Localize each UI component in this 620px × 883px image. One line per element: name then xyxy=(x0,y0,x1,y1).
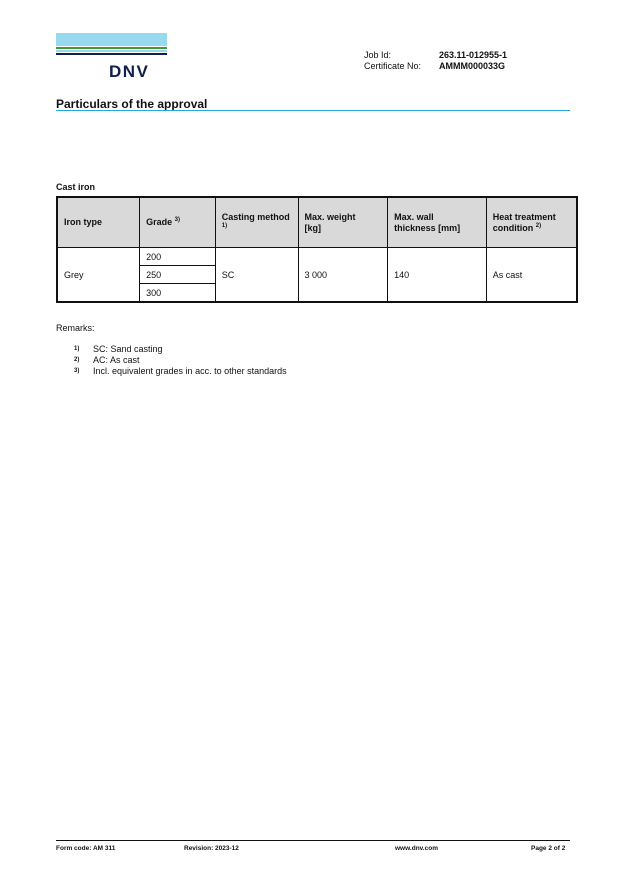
form-code: Form code: AM 311 xyxy=(56,845,116,852)
cell-heat-treatment: As cast xyxy=(486,248,577,303)
header-max-weight: Max. weight [kg] xyxy=(298,197,388,248)
cell-max-weight: 3 000 xyxy=(298,248,388,303)
logo-text: DNV xyxy=(109,62,150,81)
cell-casting-method: SC xyxy=(215,248,298,303)
document-meta xyxy=(364,50,507,72)
remarks-list xyxy=(74,344,287,377)
list-item xyxy=(74,355,287,366)
website-link[interactable]: www.dnv.com xyxy=(395,845,438,852)
certificate-label: Certificate No: xyxy=(364,61,422,71)
remarks-label: Remarks: xyxy=(56,323,95,333)
certificate-row xyxy=(364,61,507,72)
footer-divider xyxy=(56,840,570,841)
title-divider xyxy=(56,110,570,111)
note-text: SC: Sand casting xyxy=(93,344,163,354)
cell-grade: 300 xyxy=(140,284,216,303)
note-marker: 2) xyxy=(74,357,80,363)
header-heat-treatment: Heat treatment condition $^{2)}$ xyxy=(486,197,577,248)
cast-iron-table xyxy=(56,196,578,303)
table-header-row xyxy=(57,197,577,248)
table-row xyxy=(57,248,577,266)
note-marker: 3) xyxy=(74,368,80,374)
header-iron-type: Iron type xyxy=(57,197,140,248)
cell-max-wall-thickness: 140 xyxy=(388,248,487,303)
cell-grade: 200 xyxy=(140,248,216,266)
note-marker: 1) xyxy=(74,346,80,352)
list-item xyxy=(74,344,287,355)
page-number: Page 2 of 2 xyxy=(531,845,566,852)
cell-grade: 250 xyxy=(140,266,216,284)
revision: Revision: 2023-12 xyxy=(184,845,239,852)
note-text: Incl. equivalent grades in acc. to other standards xyxy=(93,366,287,376)
section-label: Cast iron xyxy=(56,182,96,192)
page-title: Particulars of the approval xyxy=(56,97,208,111)
cell-iron-type: Grey xyxy=(57,248,140,303)
certificate-value: AMMM000033G xyxy=(439,61,506,71)
job-id-value: 263.11-012955-1 xyxy=(439,50,508,60)
note-text: AC: As cast xyxy=(93,355,140,365)
list-item xyxy=(74,366,287,377)
logo-stripes-icon xyxy=(56,33,167,61)
header-casting-method: Casting method $^{1)}$ xyxy=(215,197,298,248)
header-grade: Grade $^{3)}$ xyxy=(140,197,216,248)
header-max-wall-thickness: Max. wall thickness [mm] xyxy=(388,197,487,248)
job-id-label: Job Id: xyxy=(364,50,392,60)
job-id-row xyxy=(364,50,507,61)
